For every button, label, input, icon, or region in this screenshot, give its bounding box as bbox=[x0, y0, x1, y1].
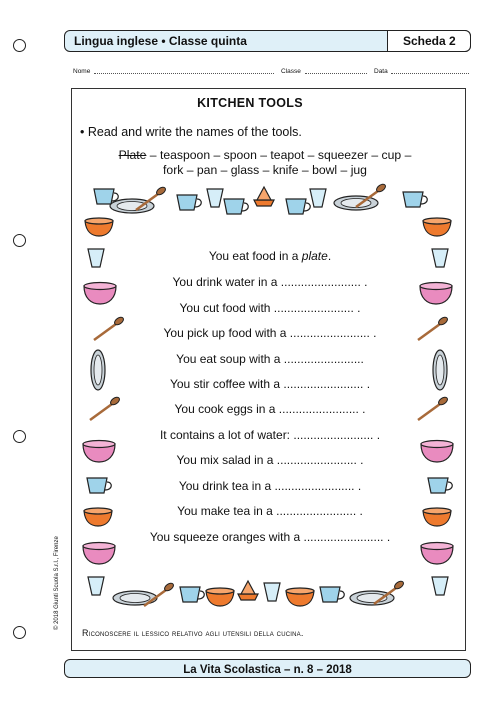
exercise-sentence[interactable]: You drink water in a ........................ . bbox=[172, 275, 368, 289]
copyright-notice: © 2018 Giunti Scuola S.r.l., Firenze bbox=[54, 536, 60, 630]
exercise-sentence[interactable]: You make tea in a ........................ . bbox=[177, 504, 363, 518]
worksheet-number: Scheda 2 bbox=[403, 34, 456, 48]
exercise-sentence[interactable]: You pick up food with a ........................ . bbox=[163, 326, 377, 340]
word-bank-line-1 bbox=[80, 148, 450, 163]
exercise-sentence[interactable]: You stir coffee with a ........................ . bbox=[169, 377, 371, 391]
instruction-text: • Read and write the names of the tools. bbox=[80, 125, 302, 139]
learning-objective: Riconoscere il lessico relativo agli utensili della cucina. bbox=[82, 628, 304, 638]
exercise-sentence[interactable]: You eat soup with a ........................ bbox=[176, 352, 364, 366]
exercise-sentence[interactable]: You cook eggs in a ........................ . bbox=[174, 402, 366, 416]
footer-bar bbox=[64, 659, 471, 678]
exercise-sentence[interactable]: You eat food in a plate. bbox=[208, 249, 332, 263]
name-label: Nome bbox=[73, 68, 91, 75]
struck-word: Plate bbox=[118, 148, 147, 162]
word-bank-line-2: fork – pan – glass – knife – bowl – jug bbox=[163, 163, 367, 177]
class-label: Classe bbox=[281, 68, 301, 75]
exercise-sentence[interactable]: You squeeze oranges with a ........................ . bbox=[149, 530, 391, 544]
exercise-sentence[interactable]: You cut food with ........................ . bbox=[179, 301, 361, 315]
exercise-sentence[interactable]: You drink tea in a ........................ . bbox=[178, 479, 362, 493]
date-label: Data bbox=[374, 68, 388, 75]
worksheet-title: KITCHEN TOOLS bbox=[197, 96, 303, 110]
word-bank-text: – teaspoon – spoon – teapot – squeezer – cup – bbox=[146, 148, 412, 162]
exercise-sentence[interactable]: You mix salad in a ........................ . bbox=[176, 453, 364, 467]
exercise-sentence[interactable]: It contains a lot of water: ........................ . bbox=[159, 428, 381, 442]
publication-info: La Vita Scolastica – n. 8 – 2018 bbox=[183, 664, 352, 676]
header-title: Lingua inglese • Classe quinta bbox=[74, 34, 247, 48]
